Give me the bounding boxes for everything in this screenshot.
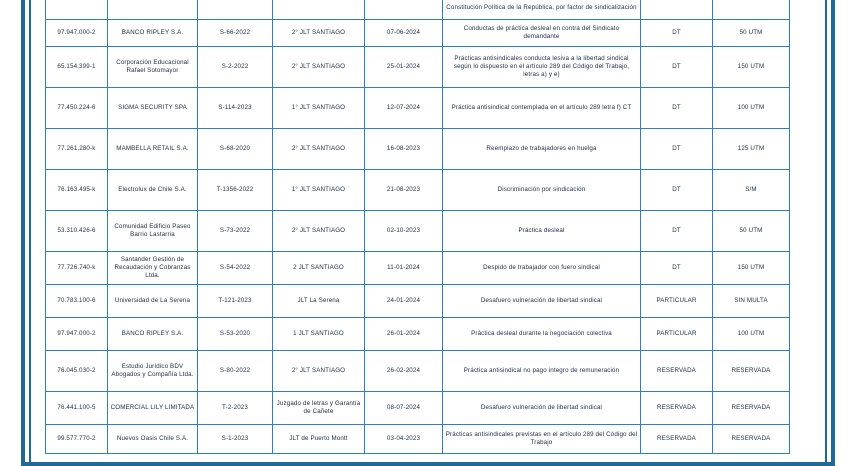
cell-fuente: DT [641,129,713,170]
cell-tribunal: 2° JLT SANTIAGO [273,211,365,252]
cell-rut: 97.947.000-2 [46,20,108,47]
cell-tribunal: 2° JLT SANTIAGO [273,20,365,47]
cell-conducta: Constitución Política de la República, por factor de sindicalización [443,0,641,20]
cell-multa: RESERVADA [713,425,790,454]
cell-causa [198,0,273,20]
cell-multa: RESERVADA [713,392,790,425]
table-row [46,318,790,351]
cell-empresa: Electrolux de Chile S.A. [108,170,198,211]
cell-conducta: Discriminación por sindicación [443,170,641,211]
table-row [46,211,790,252]
cell-fuente: DT [641,211,713,252]
cell-rut: 77.450.224-6 [46,88,108,129]
cell-multa: 125 UTM [713,129,790,170]
cell-tribunal: 1 JLT SANTIAGO [273,318,365,351]
cell-empresa: BANCO RIPLEY S.A. [108,318,198,351]
cell-fecha: 24-01-2024 [365,285,443,318]
cell-rut: 76.441.100-5 [46,392,108,425]
cell-rut: 70.783.100-6 [46,285,108,318]
table-row [46,425,790,454]
cell-empresa: COMERCIAL LILY LIMITADA [108,392,198,425]
cell-fuente [641,0,713,20]
cell-multa: S/M [713,170,790,211]
cell-multa: RESERVADA [713,351,790,392]
cell-conducta: Práctica desleal [443,211,641,252]
cell-fuente: RESERVADA [641,392,713,425]
cell-multa: 50 UTM [713,20,790,47]
cell-fecha [365,0,443,20]
cell-rut: 76.045.030-2 [46,351,108,392]
cell-conducta: Práctica desleal durante la negociación colectiva [443,318,641,351]
table-row [46,0,790,20]
cell-causa: S-68-2020 [198,129,273,170]
cell-multa: 100 UTM [713,88,790,129]
cell-fecha: 25-01-2024 [365,47,443,88]
cell-causa: S-53-2020 [198,318,273,351]
cell-tribunal: JLT La Serena [273,285,365,318]
cell-rut: 99.577.770-2 [46,425,108,454]
cell-multa: SIN MULTA [713,285,790,318]
sanctions-table [45,0,790,454]
cell-empresa: Estudio Jurídico BDV Abogados y Compañía Ltda. [108,351,198,392]
cell-fecha: 11-01-2024 [365,252,443,285]
cell-fuente: DT [641,170,713,211]
cell-empresa: Santander Gestión de Recaudación y Cobranzas Ltda. [108,252,198,285]
cell-conducta: Prácticas antisindicales previstas en el artículo 289 del Código del Trabajo [443,425,641,454]
table-body [46,0,790,454]
cell-empresa: SIGMA SECURITY SPA [108,88,198,129]
table-row [46,351,790,392]
cell-rut: 65.154.399-1 [46,47,108,88]
cell-tribunal: 2° JLT SANTIAGO [273,129,365,170]
cell-conducta: Conductas de práctica desleal en contra del Sindicato demandante [443,20,641,47]
cell-fuente: DT [641,20,713,47]
cell-causa: T-2-2023 [198,392,273,425]
cell-tribunal: 2° JLT SANTIAGO [273,351,365,392]
cell-fecha: 08-07-2024 [365,392,443,425]
cell-fuente: RESERVADA [641,351,713,392]
cell-conducta: Despido de trabajador con fuero sindical [443,252,641,285]
cell-causa: S-114-2023 [198,88,273,129]
cell-fuente: DT [641,88,713,129]
cell-causa: S-66-2022 [198,20,273,47]
table-row [46,47,790,88]
table-row [46,129,790,170]
cell-empresa: Corporación Educacional Rafael Sotomayor [108,47,198,88]
cell-empresa: Universidad de La Serena [108,285,198,318]
cell-conducta: Práctica antisindical contemplada en el artículo 289 letra f) CT [443,88,641,129]
cell-conducta: Desafuero vulneración de libertad sindical [443,285,641,318]
cell-empresa [108,0,198,20]
table-row [46,285,790,318]
cell-multa: 150 UTM [713,252,790,285]
cell-empresa: Comunidad Edificio Paseo Barrio Lastarria [108,211,198,252]
cell-causa: S-54-2022 [198,252,273,285]
cell-empresa: BANCO RIPLEY S.A. [108,20,198,47]
cell-causa: S-73-2022 [198,211,273,252]
cell-conducta: Práctica antisindical no pago integro de remuneración [443,351,641,392]
cell-empresa: MAMBELLA RETAIL S.A. [108,129,198,170]
table-row [46,20,790,47]
cell-fecha: 07-06-2024 [365,20,443,47]
cell-fuente: PARTICULAR [641,285,713,318]
cell-multa [713,0,790,20]
cell-fecha: 26-02-2024 [365,351,443,392]
cell-fecha: 02-10-2023 [365,211,443,252]
cell-fecha: 16-08-2023 [365,129,443,170]
cell-fecha: 12-07-2024 [365,88,443,129]
cell-tribunal: 2 JLT SANTIAGO [273,252,365,285]
cell-tribunal [273,0,365,20]
cell-fuente: DT [641,47,713,88]
cell-tribunal: 2° JLT SANTIAGO [273,47,365,88]
cell-tribunal: 1° JLT SANTIAGO [273,170,365,211]
cell-conducta: Prácticas antisindicales conducta lesiva a la libertad sindical según lo dispuesto en el artículo 289 del Código del Trabajo, letras a) y e) [443,47,641,88]
cell-causa: S-1-2023 [198,425,273,454]
table-row [46,88,790,129]
cell-multa: 150 UTM [713,47,790,88]
cell-rut [46,0,108,20]
cell-fecha: 03-04-2023 [365,425,443,454]
cell-rut: 97.947.000-2 [46,318,108,351]
cell-fuente: DT [641,252,713,285]
cell-tribunal: Juzgado de letras y Garantía de Cañete [273,392,365,425]
cell-empresa: Nuevos Oasis Chile S.A. [108,425,198,454]
cell-tribunal: 1° JLT SANTIAGO [273,88,365,129]
cell-multa: 50 UTM [713,211,790,252]
cell-fecha: 21-08-2023 [365,170,443,211]
cell-causa: S-80-2022 [198,351,273,392]
table-row [46,392,790,425]
cell-causa: T-121-2023 [198,285,273,318]
cell-rut: 53.310.426-6 [46,211,108,252]
table-row [46,170,790,211]
cell-fuente: PARTICULAR [641,318,713,351]
cell-multa: 100 UTM [713,318,790,351]
cell-fecha: 26-01-2024 [365,318,443,351]
table-row [46,252,790,285]
cell-rut: 77.726.740-k [46,252,108,285]
cell-rut: 76.163.495-k [46,170,108,211]
cell-conducta: Desafuero vulneración de libertad sindical [443,392,641,425]
cell-conducta: Reemplazo de trabajadores en huelga [443,129,641,170]
cell-fuente: RESERVADA [641,425,713,454]
cell-tribunal: JLT de Puerto Montt [273,425,365,454]
cell-causa: T-1356-2022 [198,170,273,211]
cell-causa: S-2-2022 [198,47,273,88]
cell-rut: 77.261.280-k [46,129,108,170]
